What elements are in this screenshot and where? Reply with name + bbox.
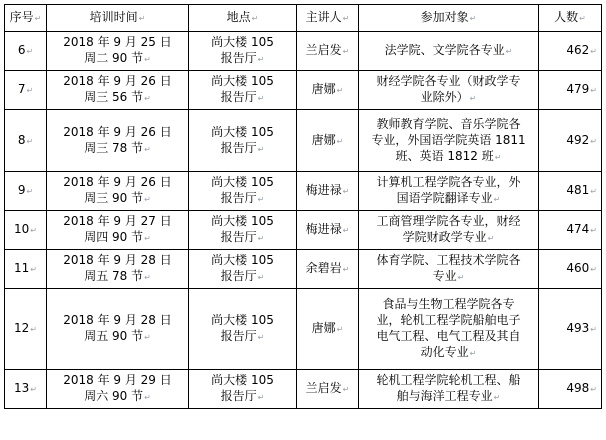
cell-speaker: 唐娜 ↵ bbox=[297, 110, 359, 172]
cell-speaker: 梅进禄 ↵ bbox=[297, 211, 359, 250]
cell-time bbox=[47, 289, 189, 370]
place-line: 报告厅 ↵ bbox=[193, 190, 292, 208]
place-line: 报告厅 ↵ bbox=[193, 50, 292, 68]
cell-audience bbox=[359, 289, 539, 370]
audience-line: 食品与生物工程学院各专 bbox=[382, 297, 515, 311]
cell-audience bbox=[359, 250, 539, 289]
time-line: 周三 90 节 ↵ bbox=[51, 190, 184, 208]
place-line: 尚大楼 105 bbox=[211, 175, 274, 189]
cell-no: 13 ↵ bbox=[5, 370, 47, 409]
cell-time bbox=[47, 370, 189, 409]
header-count: 人数 ↵ bbox=[539, 5, 602, 32]
cell-time bbox=[47, 110, 189, 172]
place-line: 尚大楼 105 bbox=[211, 373, 274, 387]
time-line: 2018 年 9 月 28 日 bbox=[63, 313, 172, 327]
audience-line: 业除外） ↵ bbox=[363, 89, 534, 107]
cell-speaker: 兰启发 ↵ bbox=[297, 32, 359, 71]
time-line: 周五 90 节 ↵ bbox=[51, 328, 184, 346]
place-line: 报告厅 ↵ bbox=[193, 328, 292, 346]
cell-count: 498 ↵ bbox=[539, 370, 602, 409]
cell-no: 9 ↵ bbox=[5, 172, 47, 211]
cell-count: 481 ↵ bbox=[539, 172, 602, 211]
cell-speaker: 梅进禄 ↵ bbox=[297, 172, 359, 211]
cell-audience bbox=[359, 172, 539, 211]
place-line: 报告厅 ↵ bbox=[193, 229, 292, 247]
cell-no: 11 ↵ bbox=[5, 250, 47, 289]
cell-no: 7 ↵ bbox=[5, 71, 47, 110]
table-row bbox=[5, 250, 602, 289]
cell-count: 492 ↵ bbox=[539, 110, 602, 172]
table-row bbox=[5, 110, 602, 172]
cell-time bbox=[47, 71, 189, 110]
audience-line: 教师教育学院、音乐学院各 bbox=[376, 116, 521, 131]
cell-count: 460 ↵ bbox=[539, 250, 602, 289]
table-row bbox=[5, 172, 602, 211]
cell-no: 8 ↵ bbox=[5, 110, 47, 172]
cell-speaker: 余碧岩 ↵ bbox=[297, 250, 359, 289]
cell-place bbox=[189, 370, 297, 409]
audience-line: 班、英语 1812 班 ↵ bbox=[363, 148, 534, 166]
header-time: 培训时间 ↵ bbox=[47, 5, 189, 32]
audience-line: 动化专业 ↵ bbox=[363, 344, 534, 362]
time-line: 周六 90 节 ↵ bbox=[51, 388, 184, 406]
audience-line: 轮机工程学院轮机工程、船 bbox=[376, 373, 521, 387]
audience-line: 业，轮机工程学院船舶电子 bbox=[376, 313, 521, 327]
cell-audience bbox=[359, 32, 539, 71]
place-line: 报告厅 ↵ bbox=[193, 89, 292, 107]
cell-no: 12 ↵ bbox=[5, 289, 47, 370]
place-line: 尚大楼 105 bbox=[211, 214, 274, 228]
cell-audience bbox=[359, 71, 539, 110]
place-line: 尚大楼 105 bbox=[211, 124, 274, 139]
audience-line: 学院财政学专业 ↵ bbox=[363, 229, 534, 247]
table-row bbox=[5, 211, 602, 250]
time-line: 2018 年 9 月 26 日 bbox=[63, 124, 172, 139]
cell-count: 462 ↵ bbox=[539, 32, 602, 71]
cell-time bbox=[47, 250, 189, 289]
audience-line: 专业，外国语学院英语 1811 bbox=[371, 132, 526, 147]
time-line: 周三 56 节 ↵ bbox=[51, 89, 184, 107]
audience-line: 计算机工程学院各专业，外 bbox=[376, 175, 521, 189]
cell-place bbox=[189, 211, 297, 250]
cell-place bbox=[189, 32, 297, 71]
cell-no: 10 ↵ bbox=[5, 211, 47, 250]
cell-place bbox=[189, 71, 297, 110]
audience-line: 体育学院、工程技术学院各 bbox=[376, 253, 521, 267]
time-line: 2018 年 9 月 28 日 bbox=[63, 253, 172, 267]
audience-line: 舶与海洋工程专业 ↵ bbox=[363, 388, 534, 406]
header-row bbox=[5, 5, 602, 32]
time-line: 2018 年 9 月 26 日 bbox=[63, 175, 172, 189]
table-body bbox=[5, 32, 602, 409]
cell-audience bbox=[359, 370, 539, 409]
time-line: 2018 年 9 月 25 日 bbox=[63, 35, 172, 49]
time-line: 2018 年 9 月 29 日 bbox=[63, 373, 172, 387]
audience-line: 专业 ↵ bbox=[363, 268, 534, 286]
cell-time bbox=[47, 172, 189, 211]
cell-count: 479 ↵ bbox=[539, 71, 602, 110]
place-line: 尚大楼 105 bbox=[211, 35, 274, 49]
table-row bbox=[5, 289, 602, 370]
audience-line: 法学院、文学院各专业 ↵ bbox=[363, 42, 534, 60]
cell-place bbox=[189, 250, 297, 289]
table-row bbox=[5, 370, 602, 409]
time-line: 周二 90 节 ↵ bbox=[51, 50, 184, 68]
time-line: 2018 年 9 月 27 日 bbox=[63, 214, 172, 228]
audience-line: 国语学院翻译专业 ↵ bbox=[363, 190, 534, 208]
place-line: 尚大楼 105 bbox=[211, 74, 274, 88]
place-line: 尚大楼 105 bbox=[211, 253, 274, 267]
place-line: 报告厅 ↵ bbox=[193, 140, 292, 158]
time-line: 2018 年 9 月 26 日 bbox=[63, 74, 172, 88]
time-line: 周三 78 节 ↵ bbox=[51, 140, 184, 158]
cell-place bbox=[189, 110, 297, 172]
audience-line: 电气工程、电气工程及其自 bbox=[376, 329, 521, 343]
time-line: 周五 78 节 ↵ bbox=[51, 268, 184, 286]
table-row bbox=[5, 32, 602, 71]
header-place: 地点 ↵ bbox=[189, 5, 297, 32]
cell-speaker: 唐娜 ↵ bbox=[297, 71, 359, 110]
header-speaker: 主讲人 ↵ bbox=[297, 5, 359, 32]
cell-count: 493 ↵ bbox=[539, 289, 602, 370]
cell-count: 474 ↵ bbox=[539, 211, 602, 250]
cell-speaker: 唐娜 ↵ bbox=[297, 289, 359, 370]
cell-place bbox=[189, 289, 297, 370]
audience-line: 财经学院各专业（财政学专 bbox=[376, 74, 521, 88]
cell-audience bbox=[359, 211, 539, 250]
table-row bbox=[5, 71, 602, 110]
audience-line: 工商管理学院各专业，财经 bbox=[376, 214, 521, 228]
time-line: 周四 90 节 ↵ bbox=[51, 229, 184, 247]
cell-no: 6 ↵ bbox=[5, 32, 47, 71]
place-line: 尚大楼 105 bbox=[211, 313, 274, 327]
header-audience: 参加对象 ↵ bbox=[359, 5, 539, 32]
cell-place bbox=[189, 172, 297, 211]
place-line: 报告厅 ↵ bbox=[193, 388, 292, 406]
place-line: 报告厅 ↵ bbox=[193, 268, 292, 286]
header-no: 序号 ↵ bbox=[5, 5, 47, 32]
cell-time bbox=[47, 32, 189, 71]
cell-audience bbox=[359, 110, 539, 172]
cell-speaker: 兰启发 ↵ bbox=[297, 370, 359, 409]
cell-time bbox=[47, 211, 189, 250]
training-schedule-table bbox=[4, 4, 602, 409]
